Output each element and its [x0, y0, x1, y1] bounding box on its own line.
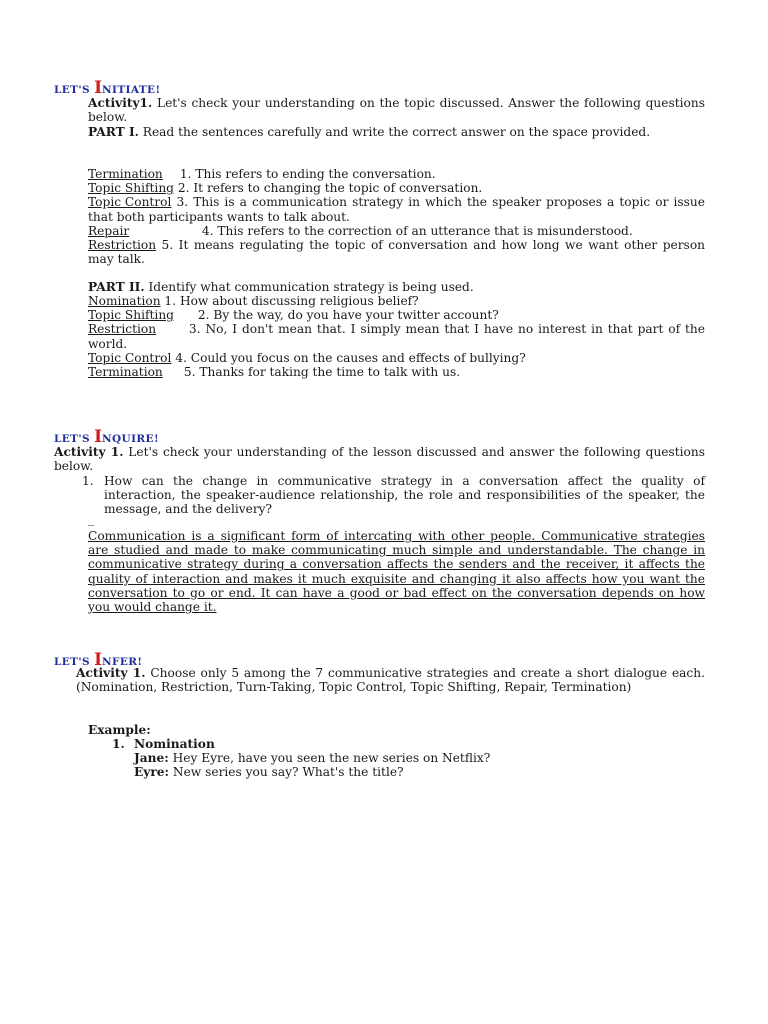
activity-text: Let's check your understanding on the topic discussed. Answer the following questions below.	[88, 96, 705, 125]
answer-blank: Termination	[88, 365, 163, 380]
answer-paragraph: Communication is a significant form of intercating with other people. Communicative strategies are studied and made to make communicating much simple and understandable. The change in communicative strategy during a conversation affects the senders and the receiver, it affects the quality of interaction and makes it much exquisite and changing it also affects how you want the conversation to go or end. It can have a good or bad effect on the conversation depends on how you would change it.	[88, 529, 705, 615]
dialogue	[134, 751, 694, 779]
heading-rest: NFER!	[102, 656, 143, 668]
example-label	[88, 723, 151, 737]
part2-label: PART II.	[88, 280, 145, 294]
heading-prefix: LET'S	[54, 84, 95, 96]
heading-initial: I	[94, 650, 103, 670]
question-text: How can the change in communicative strategy in a conversation affect the quality of interaction, the speaker-audience relationship, the role and responsibilities of the speaker, the message, and the delivery?	[104, 474, 705, 517]
dialogue-line	[134, 751, 694, 765]
item-text: 3. This is a communication strategy in which the speaker proposes a topic or issue that both participants wants to talk about.	[88, 195, 705, 224]
list-item	[88, 195, 705, 223]
part2-instructions	[88, 280, 705, 294]
list-item	[88, 294, 705, 308]
heading-rest: NITIATE!	[102, 84, 161, 96]
part2-text: Identify what communication strategy is being used.	[144, 280, 474, 294]
activity-label: Activity 1.	[54, 445, 124, 459]
dialogue-text: New series you say? What's the title?	[169, 765, 404, 780]
list-item	[88, 224, 705, 238]
answer-blank: Topic Shifting	[88, 181, 174, 196]
item-text: 1. This refers to ending the conversation.	[176, 167, 436, 181]
example-item-number	[112, 737, 125, 751]
heading-prefix: LET'S	[54, 656, 95, 668]
example-label-text: Example:	[88, 723, 151, 737]
heading-prefix: LET'S	[54, 433, 95, 445]
activity-label: Activity 1.	[76, 666, 146, 680]
list-item	[88, 322, 705, 350]
part1-instructions	[88, 125, 705, 139]
item-text: 2. By the way, do you have your twitter account?	[194, 308, 499, 323]
example-title-text: Nomination	[134, 737, 215, 751]
speaker-name: Jane:	[134, 751, 169, 765]
list-item	[88, 167, 705, 181]
example-item-title	[134, 737, 215, 751]
answer-blank: Restriction	[88, 238, 157, 253]
part2-list	[88, 294, 705, 379]
item-text: 5. Thanks for taking the time to talk with us.	[180, 365, 461, 380]
inquire-heading	[54, 427, 159, 447]
heading-initial: I	[94, 78, 103, 98]
activity-text: Let's check your understanding of the lesson discussed and answer the following questions below.	[54, 445, 705, 474]
activity-text: Choose only 5 among the 7 communicative strategies and create a short dialogue each. (Nomination, Restriction, Turn-Taking, Topic Control, Topic Shifting, Repair, Termination)	[76, 666, 705, 695]
answer-blank: Repair	[88, 223, 130, 238]
list-item	[88, 308, 705, 322]
activity-label: Activity1.	[88, 96, 153, 110]
inquire-activity-instructions	[54, 445, 705, 473]
answer-blank: Topic Control	[88, 195, 172, 210]
answer-blank: Nomination	[88, 294, 161, 308]
item-text: 2. It refers to changing the topic of conversation.	[173, 181, 483, 196]
question-number: 1.	[82, 474, 94, 488]
list-item	[88, 181, 705, 195]
list-item	[88, 238, 705, 266]
heading-initial: I	[94, 427, 103, 447]
list-item	[88, 365, 705, 379]
dialogue-text: Hey Eyre, have you seen the new series on Netflix?	[168, 751, 491, 765]
part1-list	[88, 167, 705, 266]
infer-activity-instructions	[76, 666, 705, 694]
example-number-text: 1.	[112, 737, 125, 751]
list-item	[88, 351, 705, 365]
item-text: 1. How about discussing religious belief?	[160, 294, 419, 308]
answer-blank: Termination	[88, 167, 163, 181]
initiate-heading	[54, 78, 160, 98]
answer-blank: Topic Control	[88, 350, 172, 365]
answer-blank: Topic Shifting	[88, 308, 174, 323]
item-text: 3. No, I don't mean that. I simply mean that I have no interest in that part of the world.	[88, 322, 705, 351]
answer-marker: _	[88, 512, 95, 526]
dialogue-line	[134, 765, 694, 779]
item-text: 5. It means regulating the topic of conversation and how long we want other person may talk.	[88, 238, 705, 267]
part1-label: PART I.	[88, 125, 139, 139]
initiate-activity-instructions	[88, 96, 705, 124]
heading-rest: NQUIRE!	[102, 433, 159, 445]
item-text: 4. Could you focus on the causes and effects of bullying?	[171, 350, 526, 365]
part1-text: Read the sentences carefully and write the correct answer on the space provided.	[138, 125, 651, 139]
answer-blank: Restriction	[88, 322, 157, 337]
item-text: 4. This refers to the correction of an utterance that is misunderstood.	[198, 223, 633, 238]
speaker-name: Eyre:	[134, 765, 170, 780]
